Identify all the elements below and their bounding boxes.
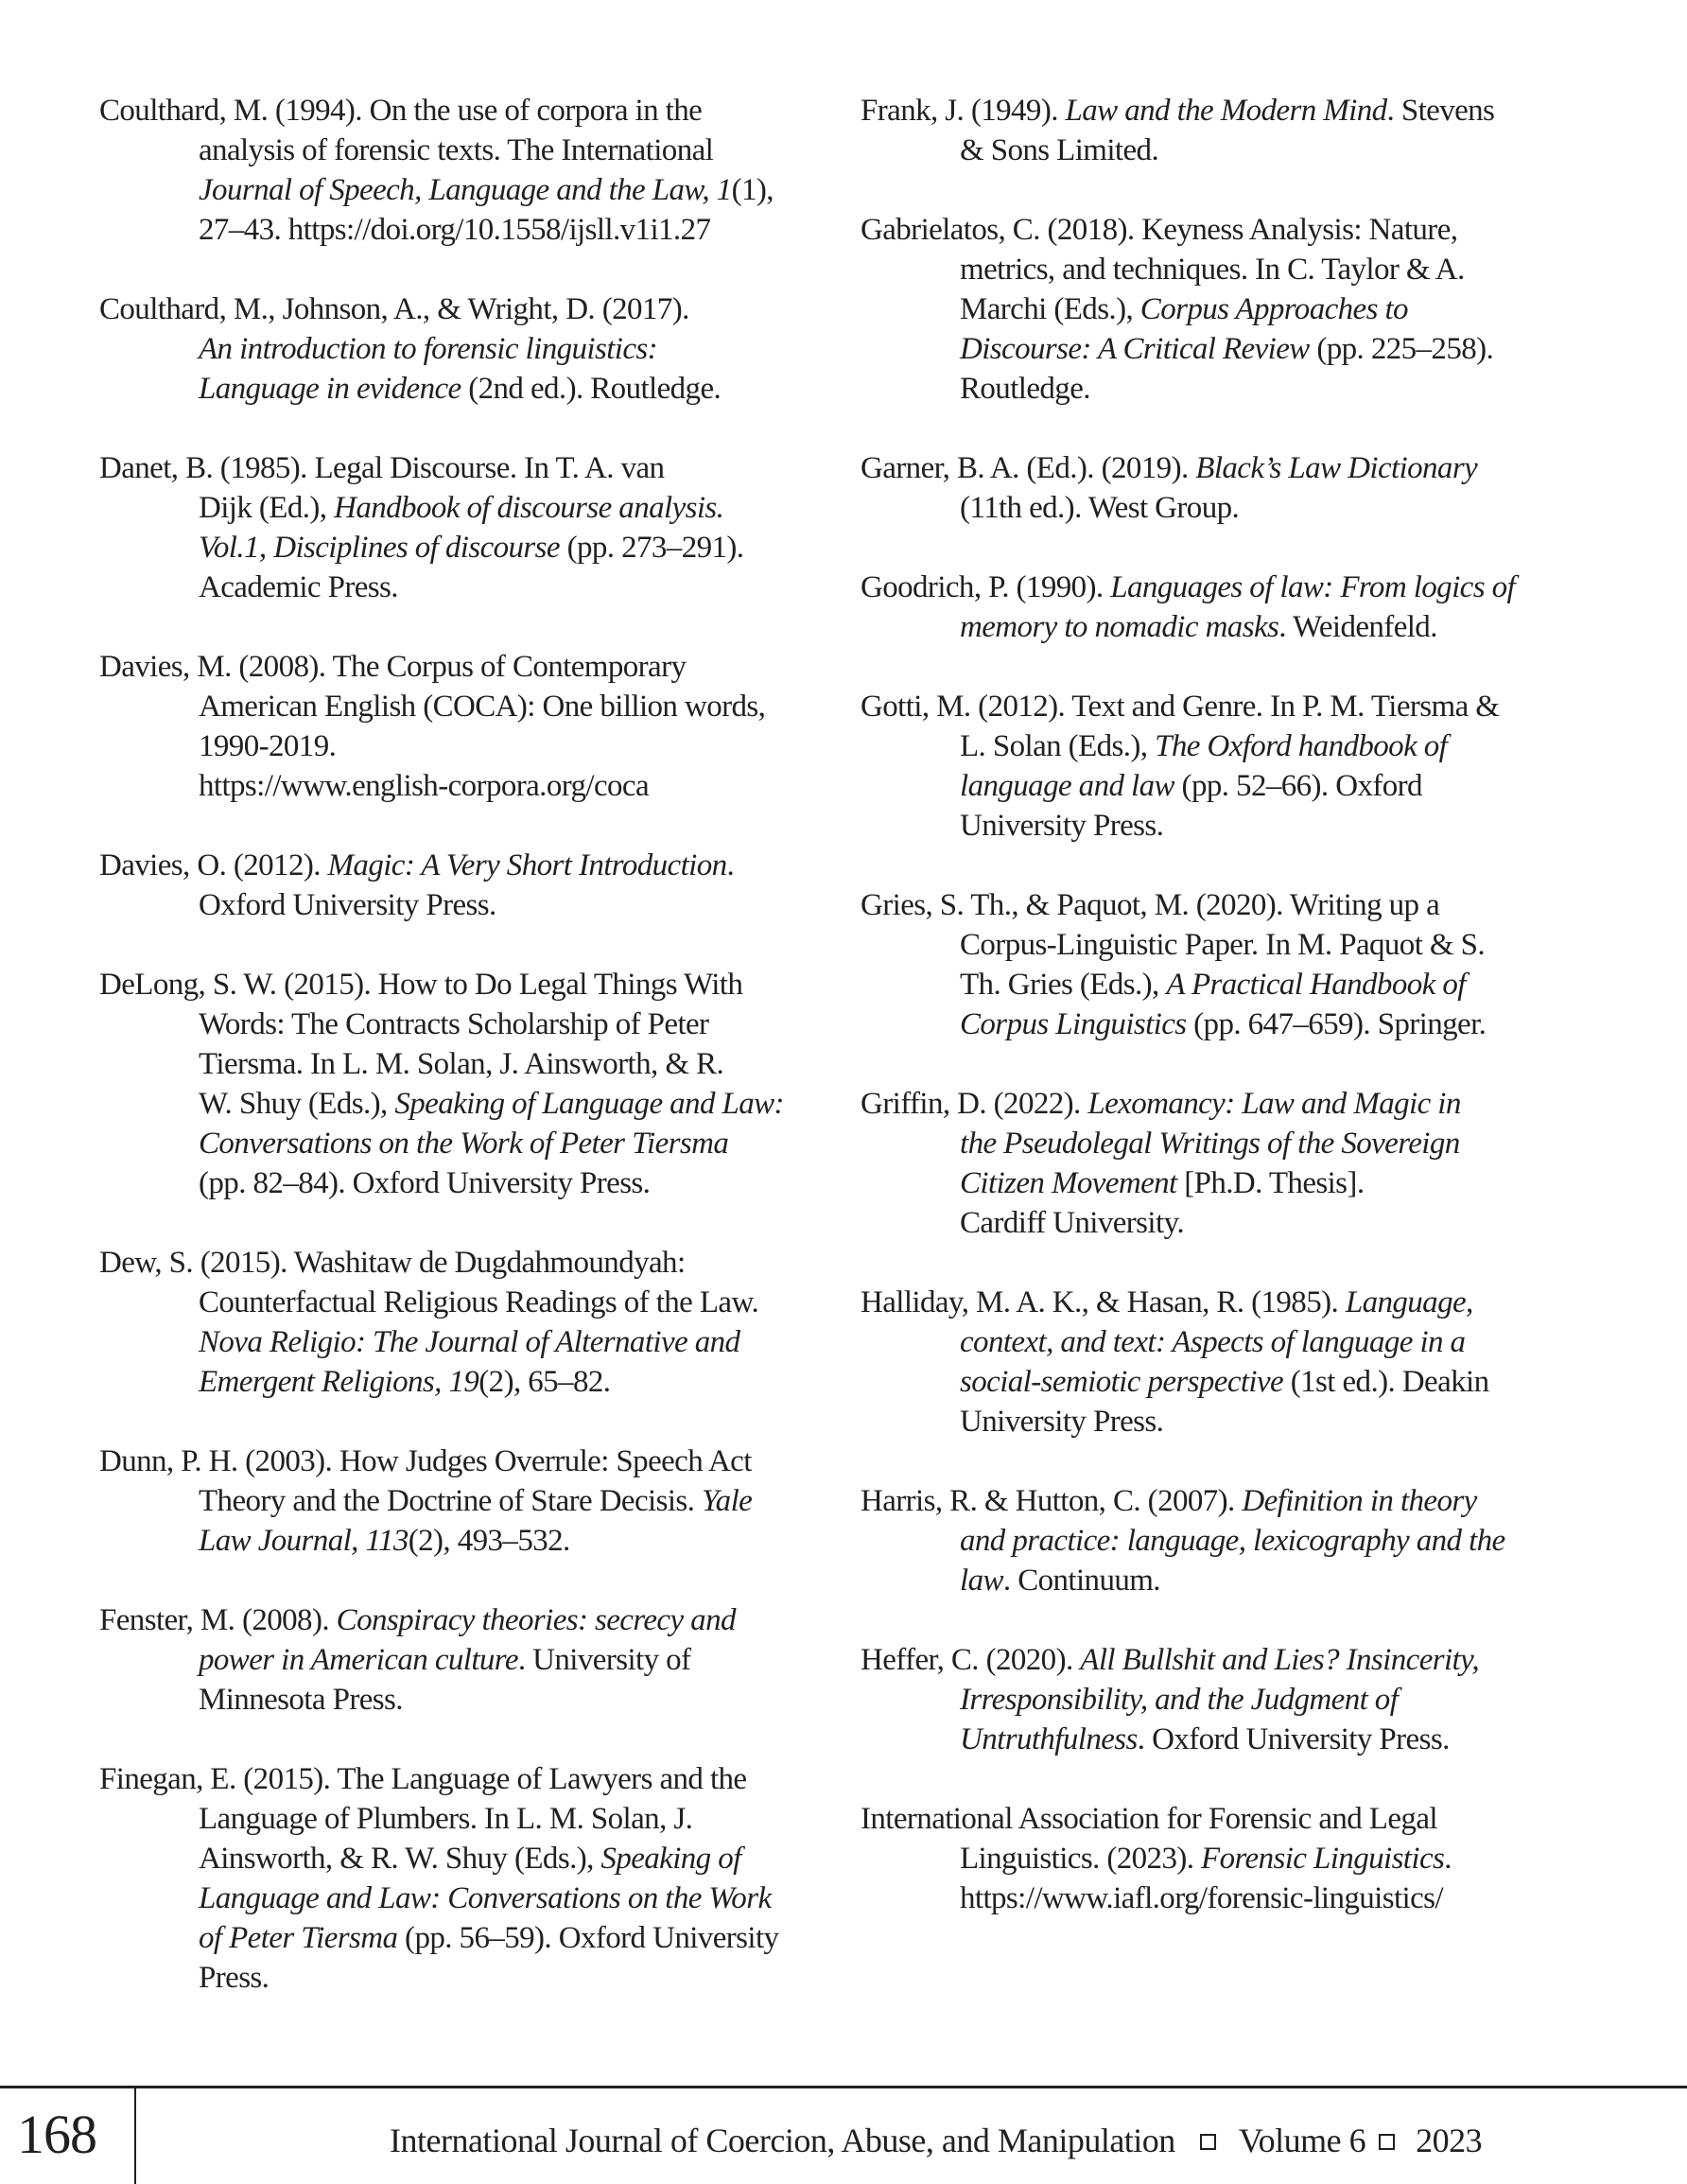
reference-line	[99, 1839, 856, 1878]
reference-text: Davies, M. (2008). The Corpus of Contemporary	[99, 650, 687, 684]
reference-line	[861, 1283, 1617, 1322]
year-label: 2023	[1416, 2122, 1483, 2159]
reference-text: (pp. 52–66). Oxford	[1174, 769, 1422, 803]
italic-text: Conspiracy theories: secrecy and	[336, 1603, 736, 1637]
italic-text: Irresponsibility, and the Judgment of	[960, 1683, 1399, 1717]
reference-line	[861, 1322, 1617, 1362]
reference-text: Press.	[199, 1961, 270, 1995]
reference-text: Dijk (Ed.),	[199, 491, 335, 525]
reference-line	[861, 1005, 1617, 1044]
reference-text: (pp. 647–659). Springer.	[1186, 1007, 1487, 1041]
italic-text: Law and the Modern Mind	[1065, 94, 1387, 128]
italic-text: Magic: A Very Short Introduction	[327, 848, 727, 882]
reference-text: (2nd ed.). Routledge.	[461, 372, 722, 406]
reference-text: University Press.	[960, 809, 1164, 843]
reference-line	[99, 1243, 856, 1283]
italic-text: Speaking of	[600, 1842, 741, 1876]
reference-line	[861, 568, 1617, 607]
reference-text: Minnesota Press.	[199, 1683, 403, 1717]
reference-entry	[99, 1600, 856, 1720]
italic-text: the Pseudolegal Writings of the Sovereign	[960, 1127, 1460, 1161]
running-footer	[390, 2120, 1482, 2161]
volume-label: Volume 6	[1238, 2122, 1366, 2159]
reference-line	[861, 1402, 1617, 1441]
reference-line	[861, 448, 1617, 488]
reference-line	[861, 766, 1617, 806]
reference-line	[99, 726, 856, 766]
reference-line	[861, 965, 1617, 1005]
italic-text: Law Journal, 113	[199, 1524, 409, 1558]
italic-text: Handbook of discourse analysis.	[334, 491, 724, 525]
reference-line	[861, 806, 1617, 846]
reference-line	[99, 1005, 856, 1044]
reference-line	[99, 528, 856, 568]
reference-entry	[99, 1441, 856, 1561]
reference-line	[861, 1799, 1617, 1839]
reference-line	[99, 1958, 856, 1998]
reference-line	[99, 568, 856, 607]
reference-line	[861, 1680, 1617, 1720]
reference-entry	[99, 1759, 856, 1998]
reference-line	[99, 1163, 856, 1203]
reference-entry	[99, 448, 856, 607]
reference-text: metrics, and techniques. In C. Taylor & A.	[960, 253, 1465, 287]
reference-line	[861, 1203, 1617, 1243]
footer-rule	[0, 2086, 1687, 2088]
italic-text: Black’s Law Dictionary	[1195, 451, 1478, 485]
reference-line	[99, 1600, 856, 1640]
reference-text: International Association for Forensic and Legal	[861, 1802, 1437, 1836]
reference-line	[861, 131, 1617, 170]
reference-text: Gabrielatos, C. (2018). Keyness Analysis: Nature,	[861, 213, 1458, 247]
italic-text: of Peter Tiersma	[199, 1921, 398, 1955]
reference-text: Marchi (Eds.),	[960, 292, 1140, 326]
reference-text: Oxford University Press.	[199, 888, 496, 922]
reference-text: (2), 65–82.	[478, 1365, 611, 1399]
reference-text: Finegan, E. (2015). The Language of Lawyers and the	[99, 1762, 747, 1796]
reference-line	[99, 289, 856, 329]
reference-text: (1),	[731, 173, 774, 207]
reference-entry	[99, 1243, 856, 1402]
reference-text: Language of Plumbers. In L. M. Solan, J.	[199, 1802, 693, 1836]
reference-line	[861, 726, 1617, 766]
reference-text: Academic Press.	[199, 570, 398, 604]
reference-text: Tiersma. In L. M. Solan, J. Ainsworth, & R.	[199, 1047, 724, 1081]
reference-text: . Continuum.	[1002, 1564, 1160, 1598]
reference-line	[99, 1283, 856, 1322]
italic-text: Lexomancy: Law and Magic in	[1087, 1087, 1461, 1121]
italic-text: Definition in theory	[1242, 1484, 1477, 1518]
reference-line	[99, 131, 856, 170]
reference-entry	[861, 885, 1617, 1044]
reference-entry	[861, 687, 1617, 846]
reference-text: W. Shuy (Eds.),	[199, 1087, 395, 1121]
reference-text: Garner, B. A. (Ed.). (2019).	[861, 451, 1196, 485]
reference-line	[861, 925, 1617, 965]
reference-text: Routledge.	[960, 372, 1090, 406]
reference-text: (pp. 273–291).	[559, 531, 744, 565]
reference-line	[99, 1759, 856, 1799]
reference-text: Frank, J. (1949).	[861, 94, 1066, 128]
italic-text: Corpus Approaches to	[1139, 292, 1408, 326]
reference-line	[99, 1918, 856, 1958]
reference-text: Gries, S. Th., & Paquot, M. (2020). Writing up a	[861, 888, 1440, 922]
reference-text: 27–43. https://doi.org/10.1558/ijsll.v1i1.27	[199, 213, 711, 247]
reference-text: https://www.iafl.org/forensic-linguistics/	[960, 1881, 1443, 1915]
italic-text: Forensic Linguistics	[1201, 1842, 1445, 1876]
italic-text: The Oxford handbook of	[1155, 729, 1448, 763]
reference-entry	[861, 91, 1617, 170]
reference-entry	[861, 568, 1617, 647]
reference-line	[861, 289, 1617, 329]
reference-line	[99, 687, 856, 726]
reference-entry	[861, 1799, 1617, 1918]
italic-text: language and law	[960, 769, 1174, 803]
reference-line	[99, 488, 856, 528]
reference-text: 1990-2019.	[199, 729, 337, 763]
reference-text: Fenster, M. (2008).	[99, 1603, 337, 1637]
reference-line	[99, 1799, 856, 1839]
reference-text: Dew, S. (2015). Washitaw de Dugdahmoundyah:	[99, 1246, 686, 1280]
reference-line	[861, 329, 1617, 369]
reference-text: . Oxford University Press.	[1137, 1722, 1450, 1756]
italic-text: law	[960, 1564, 1003, 1598]
italic-text: All Bullshit and Lies? Insincerity,	[1080, 1643, 1479, 1677]
reference-text: . Stevens	[1386, 94, 1495, 128]
reference-entry	[861, 210, 1617, 409]
reference-text: University Press.	[960, 1405, 1164, 1439]
reference-entry	[99, 647, 856, 806]
reference-column-left	[99, 91, 856, 2037]
reference-line	[99, 766, 856, 806]
italic-text: social-semiotic perspective	[960, 1365, 1284, 1399]
reference-line	[861, 885, 1617, 925]
reference-line	[861, 250, 1617, 289]
italic-text: memory to nomadic masks	[960, 610, 1279, 644]
reference-text: Cardiff University.	[960, 1206, 1184, 1240]
italic-text: An introduction to forensic linguistics:	[199, 332, 658, 366]
reference-entry	[99, 91, 856, 250]
reference-line	[861, 1521, 1617, 1561]
reference-line	[861, 1878, 1617, 1918]
reference-line	[861, 1163, 1617, 1203]
reference-text: (pp. 225–258).	[1309, 332, 1494, 366]
reference-text: Coulthard, M. (1994). On the use of corpora in the	[99, 94, 703, 128]
reference-text: Davies, O. (2012).	[99, 848, 328, 882]
reference-text: Ainsworth, & R. W. Shuy (Eds.),	[199, 1842, 601, 1876]
reference-text: Theory and the Doctrine of Stare Decisis.	[199, 1484, 702, 1518]
reference-line	[99, 1084, 856, 1124]
reference-text: Danet, B. (1985). Legal Discourse. In T. A. van	[99, 451, 665, 485]
reference-text: . University of	[517, 1643, 691, 1677]
reference-text: Th. Gries (Eds.),	[960, 968, 1167, 1002]
reference-text: Linguistics. (2023).	[960, 1842, 1202, 1876]
reference-line	[861, 369, 1617, 409]
reference-line	[99, 448, 856, 488]
reference-line	[99, 1322, 856, 1362]
italic-text: and practice: language, lexicography and the	[960, 1524, 1505, 1558]
italic-text: Citizen Movement	[960, 1166, 1177, 1200]
italic-text: Yale	[701, 1484, 753, 1518]
reference-line	[99, 1481, 856, 1521]
reference-text: (1st ed.). Deakin	[1283, 1365, 1489, 1399]
reference-text: (11th ed.). West Group.	[960, 491, 1240, 525]
reference-text: L. Solan (Eds.),	[960, 729, 1156, 763]
reference-line	[99, 210, 856, 250]
reference-text: (pp. 56–59). Oxford University	[397, 1921, 779, 1955]
reference-text: Harris, R. & Hutton, C. (2007).	[861, 1484, 1243, 1518]
reference-line	[99, 965, 856, 1005]
reference-text: (2), 493–532.	[408, 1524, 570, 1558]
reference-text: DeLong, S. W. (2015). How to Do Legal Things With	[99, 968, 743, 1002]
italic-text: Nova Religio: The Journal of Alternative and	[199, 1325, 740, 1359]
reference-text: https://www.english-corpora.org/coca	[199, 769, 650, 803]
reference-line	[861, 1720, 1617, 1759]
reference-line	[99, 369, 856, 409]
reference-text: American English (COCA): One billion words,	[199, 690, 766, 724]
reference-line	[861, 1839, 1617, 1878]
reference-line	[861, 488, 1617, 528]
italic-text: Conversations on the Work of Peter Tiersma	[199, 1127, 729, 1161]
reference-line	[861, 1362, 1617, 1402]
italic-text: Untruthfulness	[960, 1722, 1138, 1756]
reference-line	[861, 1481, 1617, 1521]
reference-text: (pp. 82–84). Oxford University Press.	[199, 1166, 651, 1200]
italic-text: power in American culture	[199, 1643, 518, 1677]
italic-text: A Practical Handbook of	[1166, 968, 1466, 1002]
reference-text: Griffin, D. (2022).	[861, 1087, 1088, 1121]
reference-entry	[861, 1084, 1617, 1243]
reference-line	[99, 846, 856, 885]
reference-text: Gotti, M. (2012). Text and Genre. In P. M. Tiersma &	[861, 690, 1500, 724]
reference-line	[99, 329, 856, 369]
reference-entry	[861, 1481, 1617, 1600]
reference-line	[99, 1441, 856, 1481]
reference-line	[861, 1124, 1617, 1163]
reference-line	[861, 210, 1617, 250]
reference-line	[861, 91, 1617, 131]
italic-text: Language in evidence	[199, 372, 461, 406]
italic-text: Journal of Speech, Language and the Law, 1	[199, 173, 732, 207]
reference-line	[99, 647, 856, 687]
reference-line	[99, 1521, 856, 1561]
reference-line	[99, 1044, 856, 1084]
italic-text: Language and Law: Conversations on the Work	[199, 1881, 772, 1915]
italic-text: context, and text: Aspects of language in a	[960, 1325, 1466, 1359]
italic-text: Discourse: A Critical Review	[960, 332, 1310, 366]
italic-text: Languages of law: From logics of	[1110, 570, 1516, 604]
italic-text: Corpus Linguistics	[960, 1007, 1187, 1041]
reference-line	[99, 1878, 856, 1918]
reference-line	[99, 1362, 856, 1402]
reference-line	[99, 1680, 856, 1720]
reference-line	[99, 170, 856, 210]
page-number: 168	[17, 2104, 96, 2165]
reference-text: .	[726, 848, 735, 882]
reference-entry	[861, 448, 1617, 528]
reference-line	[861, 1084, 1617, 1124]
reference-line	[99, 1124, 856, 1163]
reference-text: [Ph.D. Thesis].	[1176, 1166, 1365, 1200]
square-separator-icon	[1200, 2134, 1216, 2150]
reference-line	[99, 885, 856, 925]
square-separator-icon	[1379, 2134, 1395, 2150]
reference-text: Words: The Contracts Scholarship of Peter	[199, 1007, 709, 1041]
reference-text: Dunn, P. H. (2003). How Judges Overrule: Speech Act	[99, 1444, 752, 1478]
reference-entry	[99, 289, 856, 409]
reference-line	[99, 91, 856, 131]
reference-text: Goodrich, P. (1990).	[861, 570, 1111, 604]
reference-entry	[99, 965, 856, 1203]
reference-text: Heffer, C. (2020).	[861, 1643, 1081, 1677]
reference-text: Counterfactual Religious Readings of the Law.	[199, 1285, 759, 1319]
reference-line	[99, 1640, 856, 1680]
reference-text: analysis of forensic texts. The International	[199, 133, 714, 167]
reference-text: & Sons Limited.	[960, 133, 1159, 167]
reference-text: Halliday, M. A. K., & Hasan, R. (1985).	[861, 1285, 1346, 1319]
reference-text: .	[1444, 1842, 1452, 1876]
footer-divider	[134, 2088, 136, 2184]
reference-entry	[861, 1283, 1617, 1441]
reference-text: . Weidenfeld.	[1278, 610, 1437, 644]
italic-text: Speaking of Language and Law:	[394, 1087, 784, 1121]
italic-text: Emergent Religions, 19	[199, 1365, 479, 1399]
italic-text: Language,	[1345, 1285, 1473, 1319]
reference-entry	[861, 1640, 1617, 1759]
reference-line	[861, 687, 1617, 726]
reference-column-right	[861, 91, 1617, 1958]
reference-line	[861, 607, 1617, 647]
reference-text: Corpus-Linguistic Paper. In M. Paquot & S.	[960, 928, 1486, 962]
reference-line	[861, 1640, 1617, 1680]
italic-text: Vol.1, Disciplines of discourse	[199, 531, 560, 565]
reference-entry	[99, 846, 856, 925]
reference-line	[861, 1561, 1617, 1600]
reference-text: Coulthard, M., Johnson, A., & Wright, D. (2017).	[99, 292, 689, 326]
journal-title: International Journal of Coercion, Abuse, and Manipulation	[390, 2122, 1175, 2159]
